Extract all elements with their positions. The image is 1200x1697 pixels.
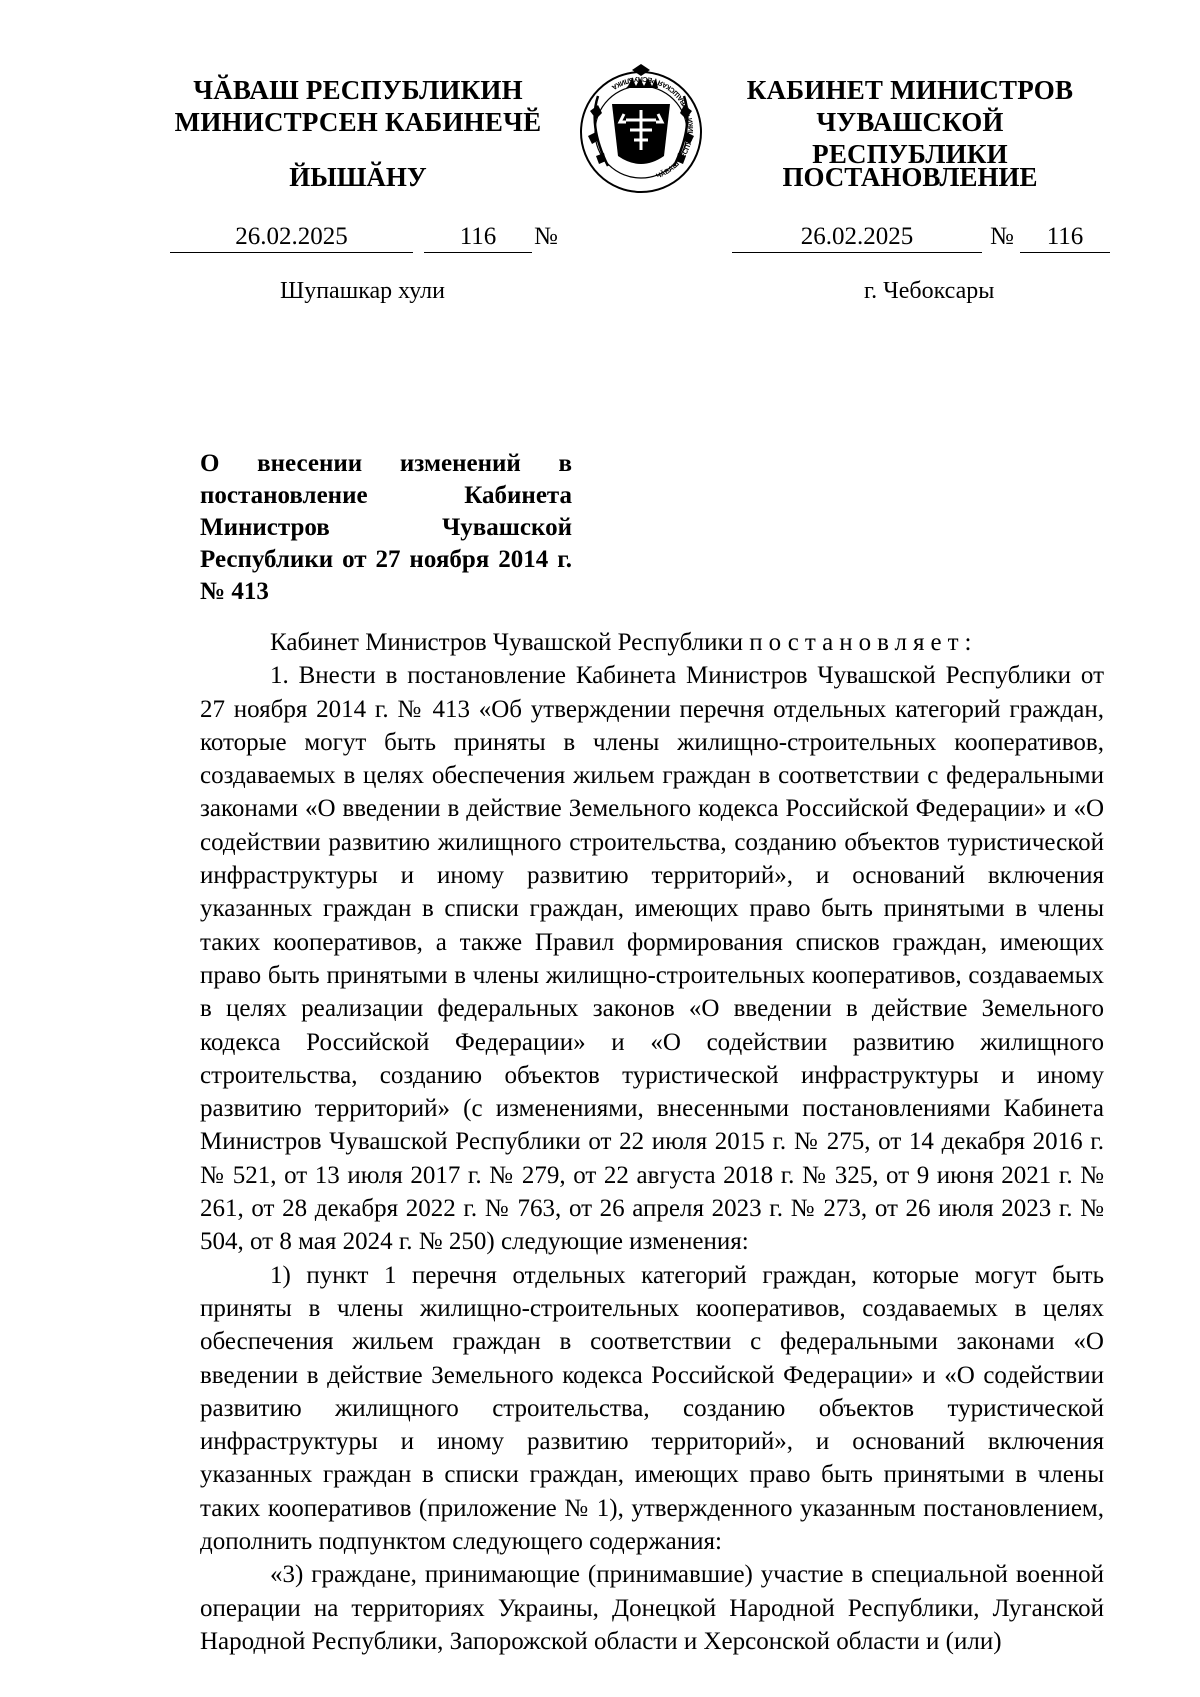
right-date: 26.02.2025 <box>732 222 982 253</box>
header-right-line2: ЧУВАШСКОЙ РЕСПУБЛИКИ <box>812 107 1008 169</box>
document-body <box>200 626 1104 1658</box>
left-city: Шупашкар хули <box>280 278 445 304</box>
header-left <box>168 74 548 138</box>
right-number-sign: № <box>990 223 1014 250</box>
left-number: 116 <box>424 222 532 253</box>
header-left-doc-type: ЙЫШӐНУ <box>289 162 427 192</box>
right-city: г. Чебоксары <box>864 278 995 304</box>
header-right-doc-type: ПОСТАНОВЛЕНИЕ <box>782 162 1038 192</box>
intro-paragraph <box>200 626 1104 659</box>
header-left-line2: МИНИСТРСЕН КАБИНЕЧӖ <box>174 107 542 137</box>
header-left-line1: ЧӐВАШ РЕСПУБЛИКИН <box>193 75 523 105</box>
emblem-ring-text: ЧӐВАШ РЕСПУБЛИКИ • ЧУВАШСКАЯ РЕСПУБЛИКА <box>610 74 696 181</box>
body-paragraph-3: «3) граждане, принимающие (принимавшие) участие в специальной военной операции на территориях Украины, Донецкой Народной Республики, Луганской Народной Республики, Запорожской области и Херсонской области и (или) <box>200 1561 1104 1655</box>
left-number-sign: № <box>534 223 558 250</box>
intro-verb: постановляет: <box>749 629 978 656</box>
body-paragraph-1: 1. Внести в постановление Кабинета Министров Чувашской Республики от 27 ноября 2014 г. № 413 «Об утверждении перечня отдельных категорий граждан, которые могут быть приняты в члены жилищно-строительных кооперативов, создаваемых в целях обеспечения жильем граждан в соответствии с федеральными законами «О введении в действие Земельного кодекса Российской Федерации» и «О содействии развитию жилищного строительства, созданию объектов туристической инфраструктуры и иному развитию территорий», и оснований включения указанных граждан в списки граждан, имеющих право быть принятыми в члены таких кооперативов, а также Правил формирования списков граждан, имеющих право быть принятыми в члены жилищно-строительных кооперативов, создаваемых в целях реализации федеральных законов «О введении в действие Земельного кодекса Российской Федерации» и «О содействии развитию жилищного строительства, созданию объектов туристической инфраструктуры и иному развитию территорий» (с изменениями, внесенными постановлениями Кабинета Министров Чувашской Республики от 22 июля 2015 г. № 275, от 14 декабря 2016 г. № 521, от 13 июля 2017 г. № 279, от 22 августа 2018 г. № 325, от 9 июня 2021 г. № 261, от 28 декабря 2022 г. № 763, от 26 апреля 2023 г. № 273, от 26 июля 2023 г. № 504, от 8 мая 2024 г. № 250) следующие изменения: <box>200 662 1104 1256</box>
left-date: 26.02.2025 <box>170 222 413 253</box>
document-title: О внесении изменений в постановление Кабинета Министров Чувашской Республики от 27 ноября 2014 г. № 413 <box>200 450 572 605</box>
intro-prefix: Кабинет Министров Чувашской Республики <box>270 629 750 656</box>
header-right <box>720 74 1100 170</box>
coat-of-arms-emblem <box>568 56 714 202</box>
body-paragraph-2: 1) пункт 1 перечня отдельных категорий граждан, которые могут быть приняты в члены жилищно-строительных кооперативов, создаваемых в целях обеспечения жильем граждан в соответствии с федеральными законами «О введении в действие Земельного кодекса Российской Федерации» и «О содействии развитию жилищного строительства, созданию объектов туристической инфраструктуры и иному развитию территорий», и оснований включения указанных граждан в списки граждан, имеющих право быть принятыми в члены таких кооперативов (приложение № 1), утвержденного указанным постановлением, дополнить подпунктом следующего содержания: <box>200 1261 1104 1556</box>
right-number: 116 <box>1020 222 1110 253</box>
header-right-line1: КАБИНЕТ МИНИСТРОВ <box>746 75 1074 105</box>
